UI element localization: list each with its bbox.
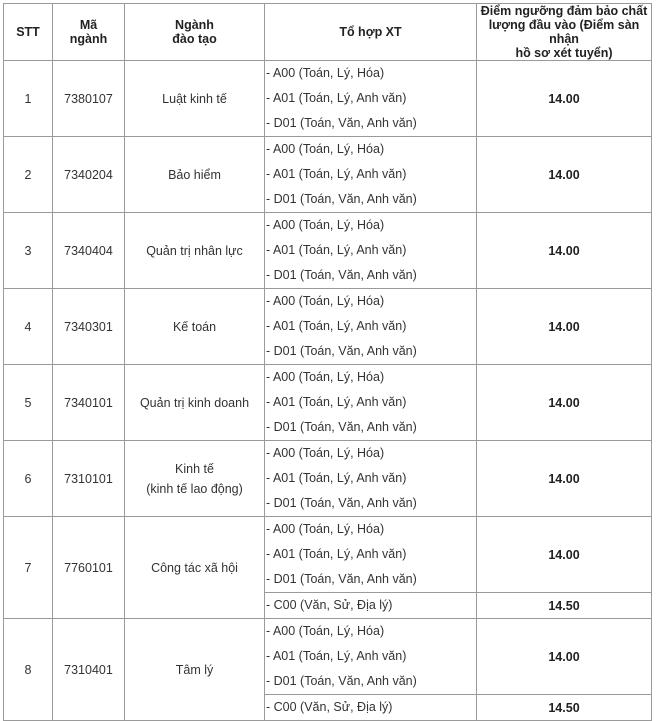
row-threshold-score: 14.00 [477, 289, 652, 365]
table-row [4, 619, 652, 695]
row-stt: 2 [4, 137, 53, 213]
subject-combination: - D01 (Toán, Văn, Anh văn) [266, 572, 417, 586]
subject-combination: - A01 (Toán, Lý, Anh văn) [266, 167, 407, 181]
major-name-line: Kinh tế [175, 461, 214, 476]
table-row [4, 61, 652, 137]
row-subject-combinations [265, 213, 477, 289]
row-major-code: 7380107 [53, 61, 125, 137]
subject-combination: - C00 (Văn, Sử, Địa lý) [266, 700, 393, 714]
row-threshold-score: 14.00 [477, 365, 652, 441]
admission-score-table [3, 3, 652, 721]
subject-combination: - A01 (Toán, Lý, Anh văn) [266, 319, 407, 333]
row-major-code: 7340301 [53, 289, 125, 365]
row-subject-combinations [265, 619, 477, 695]
row-threshold-score: 14.00 [477, 619, 652, 695]
row-stt: 6 [4, 441, 53, 517]
row-threshold-score: 14.00 [477, 137, 652, 213]
subject-combination: - D01 (Toán, Văn, Anh văn) [266, 496, 417, 510]
table-row [4, 517, 652, 593]
subject-combination: - D01 (Toán, Văn, Anh văn) [266, 420, 417, 434]
row-threshold-score-extra: 14.50 [477, 593, 652, 619]
header-subject-combination: Tổ hợp XT [265, 4, 477, 61]
row-stt: 4 [4, 289, 53, 365]
table-row [4, 213, 652, 289]
subject-combination: - A00 (Toán, Lý, Hóa) [266, 446, 385, 460]
row-threshold-score: 14.00 [477, 213, 652, 289]
row-major-name [125, 441, 265, 517]
row-major-name [125, 289, 265, 365]
row-subject-combinations [265, 441, 477, 517]
row-subject-combination-extra [265, 593, 477, 619]
subject-combination: - A01 (Toán, Lý, Anh văn) [266, 395, 407, 409]
subject-combination: - A00 (Toán, Lý, Hóa) [266, 624, 385, 638]
row-major-name [125, 213, 265, 289]
subject-combination: - D01 (Toán, Văn, Anh văn) [266, 268, 417, 282]
subject-combination: - A01 (Toán, Lý, Anh văn) [266, 91, 407, 105]
row-subject-combinations [265, 517, 477, 593]
table-header-row [4, 4, 652, 61]
row-major-code: 7340404 [53, 213, 125, 289]
subject-combination: - A00 (Toán, Lý, Hóa) [266, 370, 385, 384]
header-major-name: Ngành đào tạo [125, 4, 265, 61]
subject-combination: - A01 (Toán, Lý, Anh văn) [266, 547, 407, 561]
major-name-line: Công tác xã hội [151, 560, 238, 575]
major-name-line: Kế toán [172, 319, 217, 334]
row-major-name [125, 61, 265, 137]
major-name-line: Quản trị nhân lực [146, 243, 243, 258]
row-threshold-score: 14.00 [477, 517, 652, 593]
row-stt: 5 [4, 365, 53, 441]
row-subject-combinations [265, 289, 477, 365]
subject-combination: - D01 (Toán, Văn, Anh văn) [266, 192, 417, 206]
row-threshold-score: 14.00 [477, 61, 652, 137]
row-major-code: 7310401 [53, 619, 125, 721]
header-stt: STT [4, 4, 53, 61]
row-major-name [125, 619, 265, 721]
subject-combination: - A00 (Toán, Lý, Hóa) [266, 218, 385, 232]
table-row [4, 365, 652, 441]
row-major-code: 7760101 [53, 517, 125, 619]
row-major-name [125, 517, 265, 619]
major-name-line: Tâm lý [175, 662, 214, 677]
subject-combination: - A00 (Toán, Lý, Hóa) [266, 66, 385, 80]
admission-table-container [3, 3, 651, 721]
major-name-line: Luật kinh tế [162, 91, 227, 106]
row-major-name [125, 365, 265, 441]
subject-combination: - A01 (Toán, Lý, Anh văn) [266, 649, 407, 663]
subject-combination: - D01 (Toán, Văn, Anh văn) [266, 116, 417, 130]
subject-combination: - A01 (Toán, Lý, Anh văn) [266, 243, 407, 257]
row-major-code: 7310101 [53, 441, 125, 517]
subject-combination: - A00 (Toán, Lý, Hóa) [266, 294, 385, 308]
major-name-line: Bảo hiểm [168, 167, 221, 182]
header-major-code: Mã ngành [53, 4, 125, 61]
table-body [4, 61, 652, 721]
table-row [4, 137, 652, 213]
row-threshold-score-extra: 14.50 [477, 695, 652, 721]
major-name-line: Quản trị kinh doanh [139, 395, 250, 410]
header-threshold-score: Điểm ngưỡng đảm bảo chất lượng đầu vào (Điểm sàn nhận hồ sơ xét tuyển) [477, 4, 652, 61]
row-subject-combinations [265, 137, 477, 213]
table-row [4, 289, 652, 365]
row-threshold-score: 14.00 [477, 441, 652, 517]
row-stt: 3 [4, 213, 53, 289]
subject-combination: - A00 (Toán, Lý, Hóa) [266, 142, 385, 156]
row-subject-combinations [265, 365, 477, 441]
subject-combination: - D01 (Toán, Văn, Anh văn) [266, 344, 417, 358]
row-major-code: 7340101 [53, 365, 125, 441]
row-major-code: 7340204 [53, 137, 125, 213]
subject-combination: - C00 (Văn, Sử, Địa lý) [266, 598, 393, 612]
row-stt: 7 [4, 517, 53, 619]
row-major-name [125, 137, 265, 213]
row-stt: 1 [4, 61, 53, 137]
major-name-line: (kinh tế lao động) [146, 481, 243, 496]
subject-combination: - A00 (Toán, Lý, Hóa) [266, 522, 385, 536]
table-row [4, 441, 652, 517]
row-subject-combinations [265, 61, 477, 137]
row-stt: 8 [4, 619, 53, 721]
subject-combination: - A01 (Toán, Lý, Anh văn) [266, 471, 407, 485]
subject-combination: - D01 (Toán, Văn, Anh văn) [266, 674, 417, 688]
